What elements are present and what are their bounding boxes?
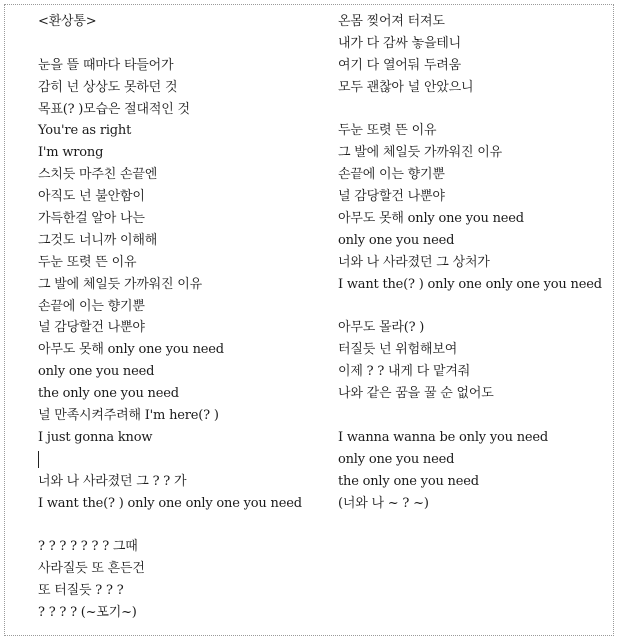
lyric-line: ? ? ? ? (~포기~)	[38, 605, 137, 621]
lyric-line: 아직도 넌 불안함이	[38, 189, 145, 205]
lyric-line: I just gonna know	[38, 429, 153, 445]
lyric-line: 그 발에 체일듯 가까워진 이유	[38, 276, 203, 292]
lyric-line: 너와 나 사라졌던 그 ? ? 가	[38, 473, 187, 489]
lyric-line: 목표(? )모습은 절대적인 것	[38, 101, 190, 117]
lyric-line: 널 만족시켜주려해 I'm here(? )	[38, 408, 219, 424]
lyric-line: 손끝에 이는 향기뿐	[38, 298, 145, 314]
lyric-line: 또 터질듯 ? ? ?	[38, 583, 124, 599]
lyric-line: 감히 넌 상상도 못하던 것	[38, 79, 178, 95]
lyric-line: 터질듯 넌 위험해보여	[338, 342, 458, 358]
lyric-line: I want the(? ) only one only one you need	[38, 495, 302, 511]
lyric-line: 손끝에 이는 향기뿐	[338, 167, 445, 183]
text-cursor	[38, 451, 39, 468]
lyric-line: I'm wrong	[38, 145, 104, 161]
lyric-line: the only one you need	[338, 473, 479, 489]
lyric-line: 두눈 또렷 뜬 이유	[38, 254, 137, 270]
lyric-line: 여기 다 열어둬 두려움	[338, 57, 462, 73]
lyric-line: 스치듯 마주친 손끝엔	[38, 167, 158, 183]
lyric-line: I wanna wanna be only you need	[338, 429, 549, 445]
text-cursor-line[interactable]	[38, 449, 328, 471]
lyric-line: only one you need	[338, 232, 455, 248]
lyric-line: 아무도 못해 only one you need	[38, 342, 224, 358]
lyric-line: the only one you need	[38, 386, 179, 402]
lyric-line: 그 발에 체일듯 가까워진 이유	[338, 145, 503, 161]
lyric-line: 이제 ? ? 내게 다 맡겨줘	[338, 364, 471, 380]
lyric-line: 두눈 또렷 뜬 이유	[338, 123, 437, 139]
lyric-line: 너와 나 사라졌던 그 상처가	[338, 254, 490, 270]
lyric-line: 내가 다 감싸 놓을테니	[338, 35, 462, 51]
lyric-line: 가득한걸 알아 나는	[38, 211, 145, 227]
lyric-line: 나와 같은 꿈을 꿀 순 없어도	[338, 386, 494, 402]
lyric-line: 아무도 몰라(? )	[338, 320, 425, 336]
lyric-line	[338, 405, 608, 427]
lyric-line: only one you need	[338, 451, 455, 467]
lyric-line	[38, 33, 328, 55]
lyric-line: 널 감당할건 나뿐야	[338, 189, 445, 205]
lyric-line: 널 감당할건 나뿐야	[38, 320, 145, 336]
lyric-line: 그것도 너니까 이해해	[38, 232, 158, 248]
lyric-line: 눈을 뜰 때마다 타들어가	[38, 57, 174, 73]
lyric-line: (너와 나 ~ ? ~)	[338, 495, 429, 511]
lyric-line: 온몸 찢어져 터져도	[338, 14, 445, 29]
lyric-line: <환상통>	[38, 14, 97, 29]
lyric-line: You're as right	[38, 123, 132, 139]
lyric-line	[338, 296, 608, 318]
lyric-line: ? ? ? ? ? ? ? 그때	[38, 539, 138, 555]
lyric-line: 아무도 못해 only one you need	[338, 211, 524, 227]
lyrics-left-column	[38, 11, 328, 624]
lyric-line: 사라질듯 또 흔든건	[38, 561, 145, 577]
lyric-line: I want the(? ) only one only one you need	[338, 276, 602, 292]
lyric-line	[38, 514, 328, 536]
lyrics-right-column	[338, 11, 608, 514]
lyric-line: 모두 괜찮아 널 안았으니	[338, 79, 474, 95]
lyric-line: only one you need	[38, 364, 155, 380]
lyric-line	[338, 99, 608, 121]
